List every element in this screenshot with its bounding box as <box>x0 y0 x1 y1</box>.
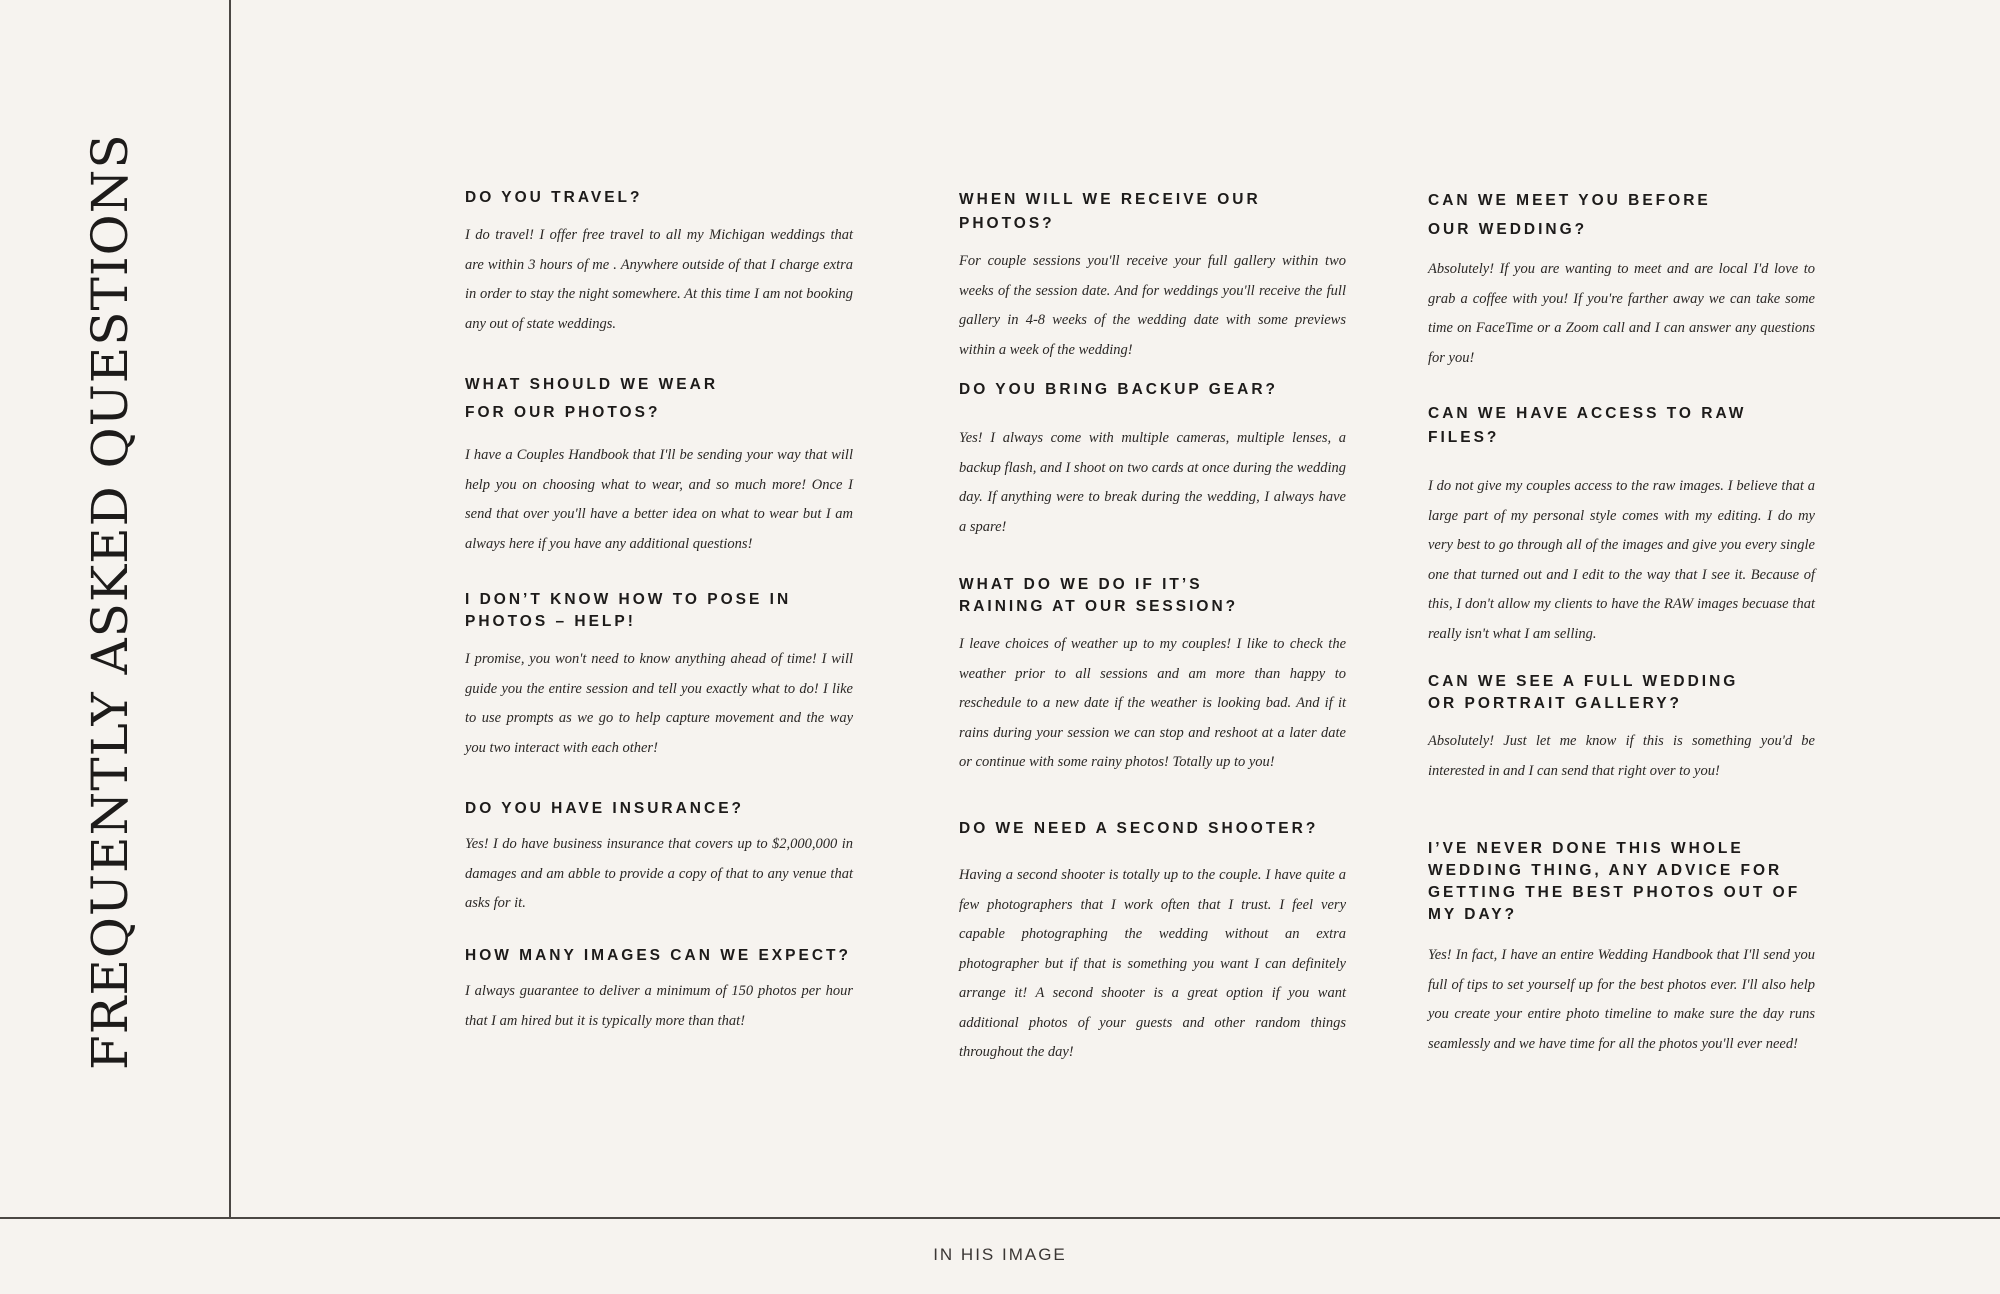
faq-item <box>465 186 853 339</box>
faq-item <box>465 797 853 919</box>
faq-answer: I promise, you won't need to know anything ahead of time! I will guide you the entire session and tell you exactly what to do! I like to use prompts as we go to help capture movement and the way you two interact with each other! <box>465 651 853 756</box>
faq-item <box>1428 671 1815 786</box>
footer-divider <box>0 1217 2000 1219</box>
faq-question: DO YOU TRAVEL? <box>465 189 643 206</box>
faq-item <box>465 944 853 1036</box>
faq-item <box>1428 402 1815 649</box>
faq-answer: For couple sessions you'll receive your full gallery within two weeks of the session date. And for weddings you'll receive the full gallery in 4-8 weeks of the wedding date with some previews within a week of the wedding! <box>959 253 1346 358</box>
faq-answer: Yes! I always come with multiple cameras, multiple lenses, a backup flash, and I shoot on two cards at once during the wedding day. If anything were to break during the wedding, I always have a spare! <box>959 430 1346 535</box>
faq-answer: I do travel! I offer free travel to all my Michigan weddings that are within 3 hours of me . Anywhere outside of that I charge extra in order to stay the night somewhere. At this time I am not booking any out of state weddings. <box>465 227 853 332</box>
faq-question: CAN WE MEET YOU BEFORE OUR WEDDING? <box>1428 192 1711 238</box>
faq-question: DO WE NEED A SECOND SHOOTER? <box>959 820 1319 837</box>
faq-item <box>465 589 853 763</box>
faq-item <box>1428 838 1815 1059</box>
faq-question: CAN WE HAVE ACCESS TO RAW FILES? <box>1428 405 1747 446</box>
faq-answer: I do not give my couples access to the raw images. I believe that a large part of my personal style comes with my editing. I do my very best to go through all of the images and give you every single one that turned out and I edit to the way that I see it. Because of this, I don't allow my clients to have the RAW images becuase that really isn't what I am selling. <box>1428 478 1815 642</box>
faq-question: WHAT SHOULD WE WEAR FOR OUR PHOTOS? <box>465 376 719 421</box>
faq-question: I DON’T KNOW HOW TO POSE IN PHOTOS – HELP! <box>465 591 792 630</box>
faq-answer: Absolutely! If you are wanting to meet and are local I'd love to grab a coffee with you! If you're farther away we can take some time on FaceTime or a Zoom call and I can answer any questions for you! <box>1428 261 1815 366</box>
faq-question: CAN WE SEE A FULL WEDDING OR PORTRAIT GALLERY? <box>1428 673 1739 712</box>
faq-answer: I always guarantee to deliver a minimum of 150 photos per hour that I am hired but it is typically more than that! <box>465 983 853 1029</box>
vertical-divider <box>229 0 231 1218</box>
faq-question: WHEN WILL WE RECEIVE OUR PHOTOS? <box>959 191 1261 232</box>
faq-question: WHAT DO WE DO IF IT’S RAINING AT OUR SESSION? <box>959 576 1239 615</box>
faq-item <box>1428 186 1815 373</box>
faq-item <box>959 378 1346 542</box>
faq-answer: Yes! I do have business insurance that covers up to $2,000,000 in damages and am abble to provide a copy of that to any venue that asks for it. <box>465 836 853 911</box>
footer-brand: IN HIS IMAGE <box>933 1245 1067 1264</box>
faq-item <box>959 188 1346 365</box>
faq-question: DO YOU BRING BACKUP GEAR? <box>959 381 1279 398</box>
faq-answer: Yes! In fact, I have an entire Wedding Handbook that I'll send you full of tips to set yourself up for the best photos ever. I'll also help you create your entire photo timeline to make sure the day runs seamlessly and we have time for all the photos you'll ever need! <box>1428 947 1815 1052</box>
faq-answer: I have a Couples Handbook that I'll be sending your way that will help you on choosing what to wear, and so much more! Once I send that over you'll have a better idea on what to wear but I am always here if you have any additional questions! <box>465 447 853 552</box>
faq-question: HOW MANY IMAGES CAN WE EXPECT? <box>465 947 851 964</box>
faq-question: DO YOU HAVE INSURANCE? <box>465 800 745 817</box>
faq-answer: Absolutely! Just let me know if this is something you'd be interested in and I can send that right over to you! <box>1428 733 1815 779</box>
faq-item <box>959 817 1346 1068</box>
faq-question: I’VE NEVER DONE THIS WHOLE WEDDING THING, ANY ADVICE FOR GETTING THE BEST PHOTOS OUT OF MY DAY? <box>1428 840 1801 923</box>
faq-answer: Having a second shooter is totally up to the couple. I have quite a few photographers that I work often that I trust. I feel very capable photographing the wedding without an extra photographer but if that is something you want I can definitely arrange it! A second shooter is a great option if you want additional photos of your guests and other random things throughout the day! <box>959 867 1346 1060</box>
page-title: FREQUENTLY ASKED QUESTIONS <box>81 133 139 1070</box>
faq-item <box>959 574 1346 778</box>
faq-answer: I leave choices of weather up to my couples! I like to check the weather prior to all sessions and am more than happy to reschedule to a new date if the weather is looking bad. And if it rains during your session we can stop and reshoot at a later date or continue with some rainy photos! Totally up to you! <box>959 636 1346 770</box>
faq-item <box>465 371 853 559</box>
